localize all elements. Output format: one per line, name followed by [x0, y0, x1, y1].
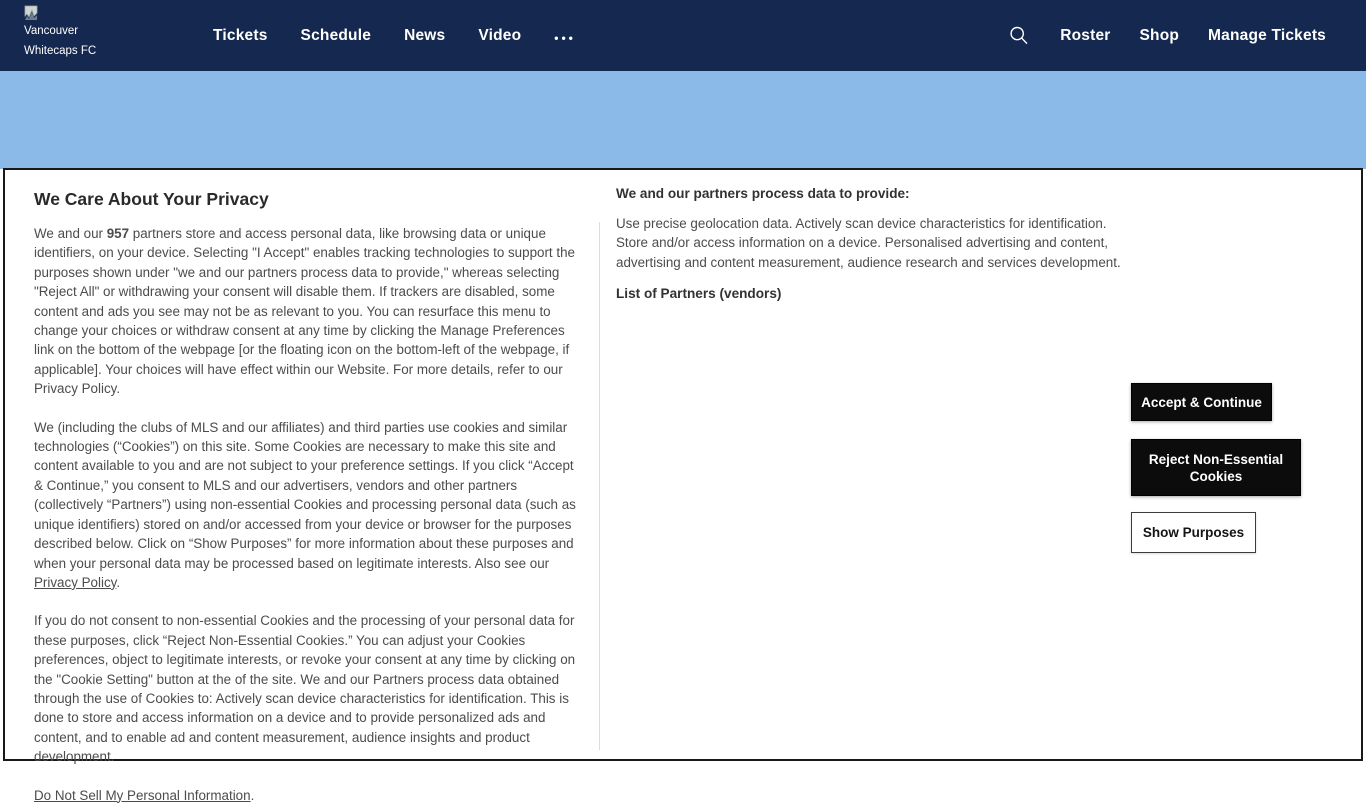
list-of-partners-link[interactable]: List of Partners (vendors): [616, 286, 782, 302]
secondary-nav: [1007, 0, 1326, 71]
broken-image-icon: [24, 5, 38, 20]
privacy-policy-link[interactable]: Privacy Policy: [34, 574, 117, 590]
cookie-consent-dialog: [3, 168, 1363, 803]
primary-nav: [213, 0, 576, 71]
consent-paragraph-2: [34, 418, 586, 593]
more-menu-icon[interactable]: •••: [554, 30, 576, 45]
p2-before: We (including the clubs of MLS and our affiliates) and third parties use cookies and similar technologies (“Cookies”) on this site. Some Cookies are necessary to make this site and content available to you and are not subject to your preference settings. If you click “Accept & Continue,” you consent to MLS and our advertisers, vendors and other partners (collectively “Partners”) using non-essential Cookies and processing personal data (such as unique identifiers) stored on and/or accessed from your device or browser for the purposes described below. Click on “Show Purposes” for more information about these purposes and when your personal data may be processed based on legitimate interests. Also see our: [34, 419, 576, 571]
do-not-sell-link[interactable]: Do Not Sell My Personal Information: [34, 787, 251, 803]
consent-text-column: [34, 189, 586, 805]
dialog-title: We Care About Your Privacy: [34, 189, 269, 209]
p1-before: We and our: [34, 226, 107, 241]
site-logo[interactable]: [24, 5, 102, 71]
p2-after: .: [116, 574, 121, 590]
site-logo-alt-text: Vancouver Whitecaps FC: [24, 25, 97, 57]
nav-item-shop[interactable]: Shop: [1139, 26, 1180, 44]
hero-background: [0, 71, 1366, 169]
nav-item-video[interactable]: Video: [478, 26, 522, 44]
consent-paragraph-3: If you do not consent to non-essential Cookies and the processing of your personal data for these purposes, click “Reject Non-Essential Cookies.” You can adjust your Cookies preferences, object to legitimate interests, or revoke your consent at any time by clicking on the "Cookie Setting" button at the of the site. We and our Partners process data obtained through the use of Cookies to: Actively scan device characteristics for identification. This is done to store and access information on a device and to provide personalized ads and content, and to enable ad and content measurement, audience insights and product development.: [34, 613, 576, 765]
nav-item-roster[interactable]: Roster: [1060, 26, 1111, 44]
do-not-sell-suffix: .: [250, 787, 255, 803]
partner-count: 957: [106, 226, 130, 241]
column-divider: [599, 222, 600, 750]
top-navbar: [0, 0, 1366, 71]
purposes-column: [616, 186, 1121, 303]
accept-continue-button[interactable]: Accept & Continue: [1131, 383, 1272, 421]
purposes-body: Use precise geolocation data. Actively scan device characteristics for identification. Store and/or access information on a device. Personalised advertising and content, advertising and content measurement, audience research and services development.: [616, 216, 1121, 270]
nav-item-tickets[interactable]: Tickets: [213, 26, 268, 44]
reject-non-essential-button[interactable]: Reject Non-Essential Cookies: [1131, 439, 1301, 496]
show-purposes-button[interactable]: Show Purposes: [1131, 512, 1256, 553]
nav-item-manage-tickets[interactable]: Manage Tickets: [1208, 26, 1326, 44]
consent-paragraph-1: [34, 224, 586, 399]
nav-item-news[interactable]: News: [404, 26, 446, 44]
nav-item-schedule[interactable]: Schedule: [300, 26, 372, 44]
consent-buttons: [1131, 383, 1311, 553]
p1-after: partners store and access personal data, like browsing data or unique identifiers, on your device. Selecting "I Accept" enables tracking technologies to support the purposes shown under "we and our partners process data to provide," whereas selecting "Reject All" or withdrawing your consent will disable them. If trackers are disabled, some content and ads you see may not be as relevant to you. You can resurface this menu to change your choices or withdraw consent at any time by clicking the Manage Preferences link on the bottom of the webpage [or the floating icon on the bottom-left of the webpage, if applicable]. Your choices will have effect within our Website. For more details, refer to our Privacy Policy.: [34, 226, 575, 397]
do-not-sell-row: [34, 786, 586, 805]
search-icon[interactable]: [1007, 24, 1031, 48]
purposes-heading: We and our partners process data to provide:: [616, 186, 910, 201]
